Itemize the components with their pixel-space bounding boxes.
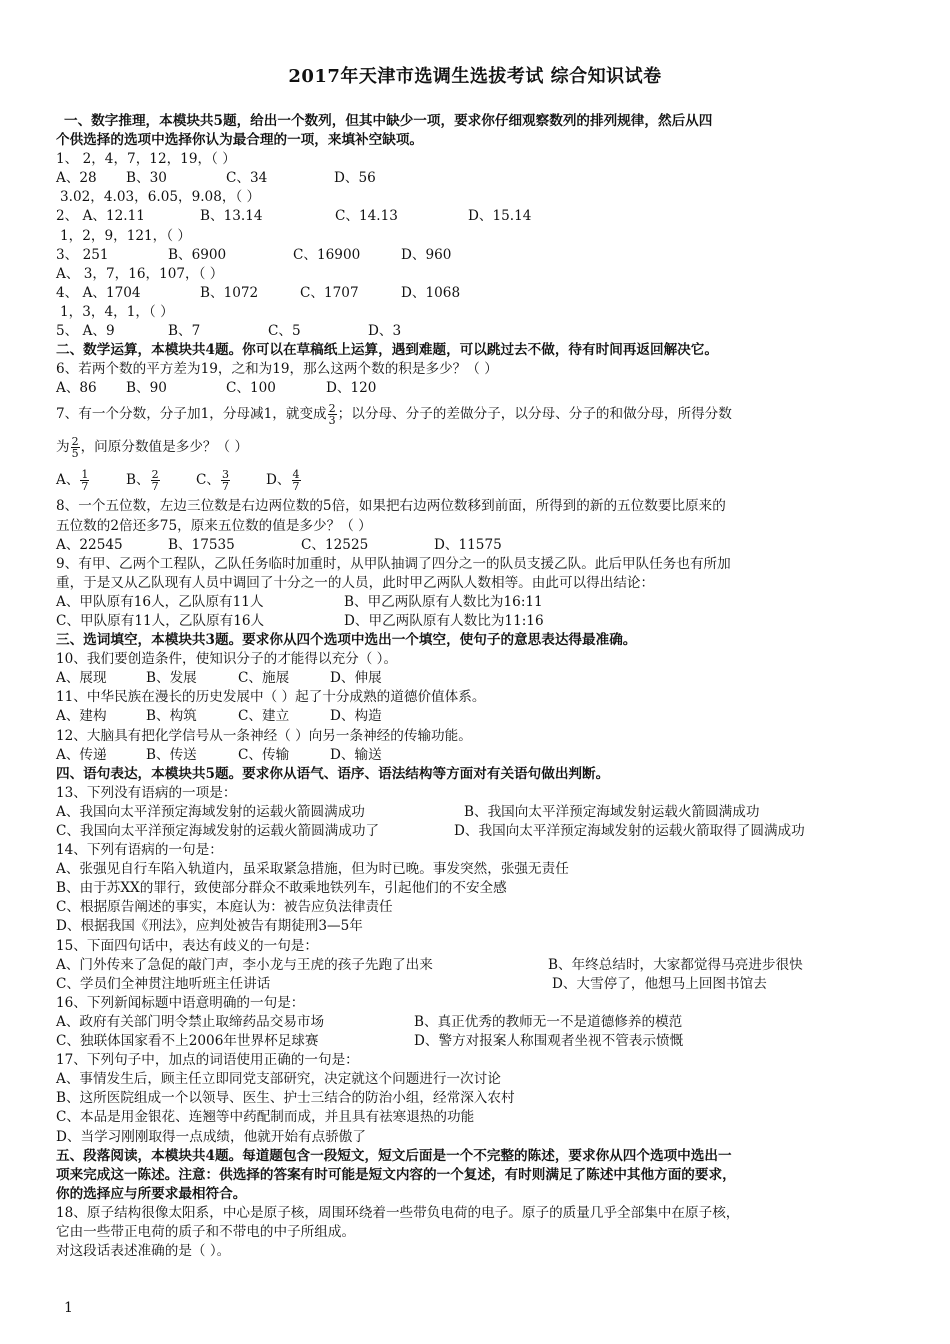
- question-8-options: [56, 536, 896, 555]
- question-14: 14、下列有语病的一句是：: [56, 842, 223, 859]
- question-9-options-ab: [56, 593, 896, 612]
- page-title: 2017年天津市选调生选拔考试 综合知识试卷: [288, 66, 662, 87]
- section5-heading: 五、段落阅读，本模块共4题。每道题包含一段短文，短文后面是一个不完整的陈述，要求你从四个选项中选出一: [56, 1147, 732, 1164]
- q9-option-a: A、甲队原有16人，乙队原有11人: [56, 593, 264, 610]
- q17-option-d: D、当学习刚刚取得一点成绩，他就开始有点骄傲了: [56, 1128, 366, 1145]
- q5-option-b: B、7: [168, 323, 201, 340]
- q15-option-b: B、年终总结时，大家都觉得马亮进步很快: [548, 956, 803, 973]
- q1-option-b: B、30: [126, 170, 167, 187]
- question-18: 18、原子结构很像太阳系，中心是原子核，周围环绕着一些带负电荷的电子。原子的质量几乎全部集中在原子核，: [56, 1204, 740, 1221]
- q17-option-c: C、本品是用金银花、连翘等中药配制而成，并且具有祛寒退热的功能: [56, 1109, 475, 1126]
- section5-heading-cont1: 项来完成这一陈述。注意：供选择的答案有时可能是短文内容的一个复述，有时则满足了陈述中其他方面的要求，: [56, 1166, 736, 1183]
- q11-option-d: D、构造: [330, 708, 382, 725]
- q11-option-b: B、构筑: [146, 708, 197, 725]
- question-7: [56, 398, 896, 431]
- q11-option-c: C、建立: [238, 708, 290, 725]
- question-1: 1、 2，4，7，12，19，（ ）: [56, 151, 236, 168]
- page-number: 1: [64, 1300, 73, 1316]
- question-15-options-cd: [56, 975, 896, 994]
- q9-option-d: D、甲乙两队原有人数比为11:16: [344, 612, 544, 629]
- q9-option-c: C、甲队原有11人，乙队原有16人: [56, 612, 265, 629]
- q2-option-a: 2、 A、12.11: [56, 208, 145, 225]
- q7-fraction-2: $\frac{2}{5}$: [71, 435, 79, 461]
- question-8-cont: 五位数的2倍还多75，原来五位数的值是多少？（ ）: [56, 517, 372, 534]
- question-4-stem: A、 3，7，16，107，（ ）: [56, 265, 224, 282]
- q14-option-b: B、由于苏XX的罪行，致使部分群众不敢乘地铁列车，引起他们的不安全感: [56, 880, 507, 897]
- q16-option-b: B、真正优秀的教师无一不是道德修养的模范: [414, 1013, 683, 1030]
- question-9-options-cd: [56, 612, 896, 631]
- q1-option-c: C、34: [226, 170, 268, 187]
- q12-option-a: A、传递: [56, 746, 107, 763]
- q8-option-a: A、22545: [56, 536, 123, 553]
- question-8: 8、一个五位数，左边三位数是右边两位数的5倍，如果把右边两位数移到前面，所得到的新的五位数要比原来的: [56, 498, 726, 515]
- q2-option-d: D、15.14: [468, 208, 532, 225]
- q10-option-d: D、伸展: [330, 670, 382, 687]
- q3-option-a: 3、 251: [56, 246, 109, 263]
- q7-option-a: A、 $\frac{1}{7}$: [56, 468, 89, 494]
- question-7-cont: [56, 431, 896, 464]
- q15-option-a: A、门外传来了急促的敲门声，李小龙与王虎的孩子先跑了出来: [56, 956, 433, 973]
- q1-option-d: D、56: [334, 170, 376, 187]
- question-7-options: [56, 464, 896, 497]
- section3-heading: 三、选词填空，本模块共3题。要求你从四个选项中选出一个填空，使句子的意思表达得最准确。: [56, 632, 637, 649]
- q5-option-a: 5、 A、9: [56, 323, 115, 340]
- question-2-stem: 3.02，4.03，6.05，9.08，（ ）: [60, 189, 261, 206]
- question-5-options: [56, 322, 896, 341]
- q6-option-b: B、90: [126, 380, 167, 397]
- q16-option-c: C、独联体国家看不上2006年世界杯足球赛: [56, 1033, 319, 1050]
- q5-option-c: C、5: [268, 323, 301, 340]
- question-3-stem: 1，2，9，121，（ ）: [60, 227, 191, 244]
- question-10: 10、我们要创造条件，使知识分子的才能得以充分（ ）。: [56, 651, 398, 668]
- q7-fraction-1: $\frac{2}{3}$: [328, 402, 336, 428]
- q13-option-d: D、我国向太平洋预定海域发射的运载火箭取得了圆满成功: [454, 823, 805, 839]
- q7-option-b: B、 $\frac{2}{7}$: [126, 468, 159, 494]
- q12-option-d: D、输送: [330, 746, 382, 763]
- q7-option-c: C、 $\frac{3}{7}$: [196, 468, 229, 494]
- q13-option-c: C、我国向太平洋预定海域发射的运载火箭圆满成功了: [56, 823, 380, 839]
- q16-option-a: A、政府有关部门明令禁止取缔药品交易市场: [56, 1013, 325, 1030]
- q2-option-c: C、14.13: [335, 208, 398, 225]
- q12-option-b: B、传送: [146, 746, 197, 763]
- question-11-options: [56, 707, 896, 726]
- question-11: 11、中华民族在漫长的历史发展中（ ）起了十分成熟的道德价值体系。: [56, 689, 486, 706]
- q7-option-d: D、 $\frac{4}{7}$: [266, 468, 300, 494]
- question-1-options: [56, 169, 896, 188]
- q17-option-a: A、事情发生后，顾主任立即同党支部研究，决定就这个问题进行一次讨论: [56, 1071, 501, 1088]
- q10-option-c: C、施展: [238, 670, 290, 687]
- q8-option-b: B、17535: [168, 536, 235, 553]
- q16-option-d: D、警方对报案人称围观者坐视不管表示愤慨: [414, 1033, 684, 1050]
- q9-option-b: B、甲乙两队原有人数比为16:11: [344, 593, 543, 610]
- q8-option-d: D、11575: [434, 536, 502, 553]
- question-13: 13、下列没有语病的一项是：: [56, 784, 237, 801]
- q7-text-b: ；以分母、分子的差做分子，以分母、分子的和做分母，所得分数: [337, 406, 732, 423]
- q10-option-b: B、发展: [146, 670, 197, 687]
- question-15-options-ab: [56, 956, 896, 975]
- q10-option-a: A、展现: [56, 670, 107, 687]
- exam-content: [56, 112, 896, 1261]
- section1-heading-cont: 个供选择的选项中选择你认为最合理的一项，来填补空缺项。: [56, 132, 424, 149]
- q13-option-a: A、我国向太平洋预定海域发射的运载火箭圆满成功: [56, 803, 365, 820]
- q6-option-c: C、100: [226, 380, 276, 397]
- question-6-options: [56, 379, 896, 398]
- q3-option-d: D、960: [401, 246, 452, 263]
- q4-option-d: D、1068: [401, 284, 461, 301]
- section4-heading: 四、语句表达，本模块共5题。要求你从语气、语序、语法结构等方面对有关语句做出判断。: [56, 765, 610, 782]
- question-18-prompt: 对这段话表述准确的是（ ）。: [56, 1243, 231, 1260]
- q11-option-a: A、建构: [56, 708, 107, 725]
- q14-option-a: A、张强见自行车陷入轨道内，虽采取紧急措施，但为时已晚。事发突然，张强无责任: [56, 861, 569, 878]
- q17-option-b: B、这所医院组成一个以领导、医生、护士三结合的防治小组，经常深入农村: [56, 1090, 515, 1107]
- question-5-stem: 1，3，4，1，（ ）: [60, 303, 174, 320]
- question-16-options-cd: [56, 1032, 896, 1051]
- q13-option-b: B、我国向太平洋预定海域发射运载火箭圆满成功: [464, 803, 760, 820]
- section1-heading: 一、数字推理，本模块共5题，给出一个数列，但其中缺少一项，要求你仔细观察数列的排列规律，然后从四: [64, 113, 713, 129]
- q15-option-d: D、大雪停了，他想马上回图书馆去: [552, 975, 767, 992]
- q8-option-c: C、12525: [301, 536, 369, 553]
- question-15: 15、下面四句话中，表达有歧义的一句是：: [56, 937, 318, 954]
- question-4-options: [56, 284, 896, 303]
- q6-option-d: D、120: [326, 380, 377, 397]
- q7-text-a: 7、有一个分数，分子加1，分母减1，就变成: [56, 406, 327, 423]
- question-9: 9、有甲、乙两个工程队，乙队任务临时加重时，从甲队抽调了四分之一的队员支援乙队。此后甲队任务也有所加: [56, 555, 731, 572]
- q15-option-c: C、学员们全神贯注地听班主任讲话: [56, 975, 271, 992]
- question-17: 17、下列句子中，加点的词语使用正确的一句是：: [56, 1052, 359, 1069]
- q14-option-c: C、根据原告阐述的事实，本庭认为：被告应负法律责任: [56, 899, 393, 916]
- question-3-options: [56, 246, 896, 265]
- question-16-options-ab: [56, 1013, 896, 1032]
- question-13-options-ab: [56, 803, 896, 822]
- q4-option-b: B、1072: [200, 284, 259, 301]
- q4-option-a: 4、 A、1704: [56, 284, 141, 301]
- q14-option-d: D、根据我国《刑法》，应判处被告有期徒刑3—5年: [56, 918, 363, 935]
- question-10-options: [56, 669, 896, 688]
- question-6: 6、若两个数的平方差为19，之和为19，那么这两个数的积是多少？（ ）: [56, 361, 498, 378]
- question-12: 12、大脑具有把化学信号从一条神经（ ）向另一条神经的传输功能。: [56, 727, 472, 744]
- question-9-cont: 重，于是又从乙队现有人员中调回了十分之一的人员，此时甲乙两队人数相等。由此可以得出结论：: [56, 574, 655, 591]
- q6-option-a: A、86: [56, 380, 97, 397]
- q1-option-a: A、28: [56, 170, 97, 187]
- section5-heading-cont2: 你的选择应与所要求最相符合。: [56, 1185, 247, 1202]
- question-12-options: [56, 746, 896, 765]
- section2-heading: 二、数学运算，本模块共4题。你可以在草稿纸上运算，遇到难题，可以跳过去不做，待有时间再返回解决它。: [56, 342, 718, 359]
- q3-option-b: B、6900: [168, 246, 227, 263]
- question-13-options-cd: [56, 822, 896, 841]
- q3-option-c: C、16900: [293, 246, 361, 263]
- question-18-cont: 它由一些带正电荷的质子和不带电的中子所组成。: [56, 1223, 356, 1240]
- q12-option-c: C、传输: [238, 746, 290, 763]
- question-16: 16、下列新闻标题中语意明确的一句是：: [56, 994, 305, 1011]
- question-2-options: [56, 207, 896, 226]
- q7-text-c: 为: [56, 439, 70, 456]
- q2-option-b: B、13.14: [200, 208, 263, 225]
- q4-option-c: C、1707: [300, 284, 359, 301]
- q5-option-d: D、3: [368, 323, 402, 340]
- q7-text-d: ，问原分数值是多少？（ ）: [80, 439, 249, 456]
